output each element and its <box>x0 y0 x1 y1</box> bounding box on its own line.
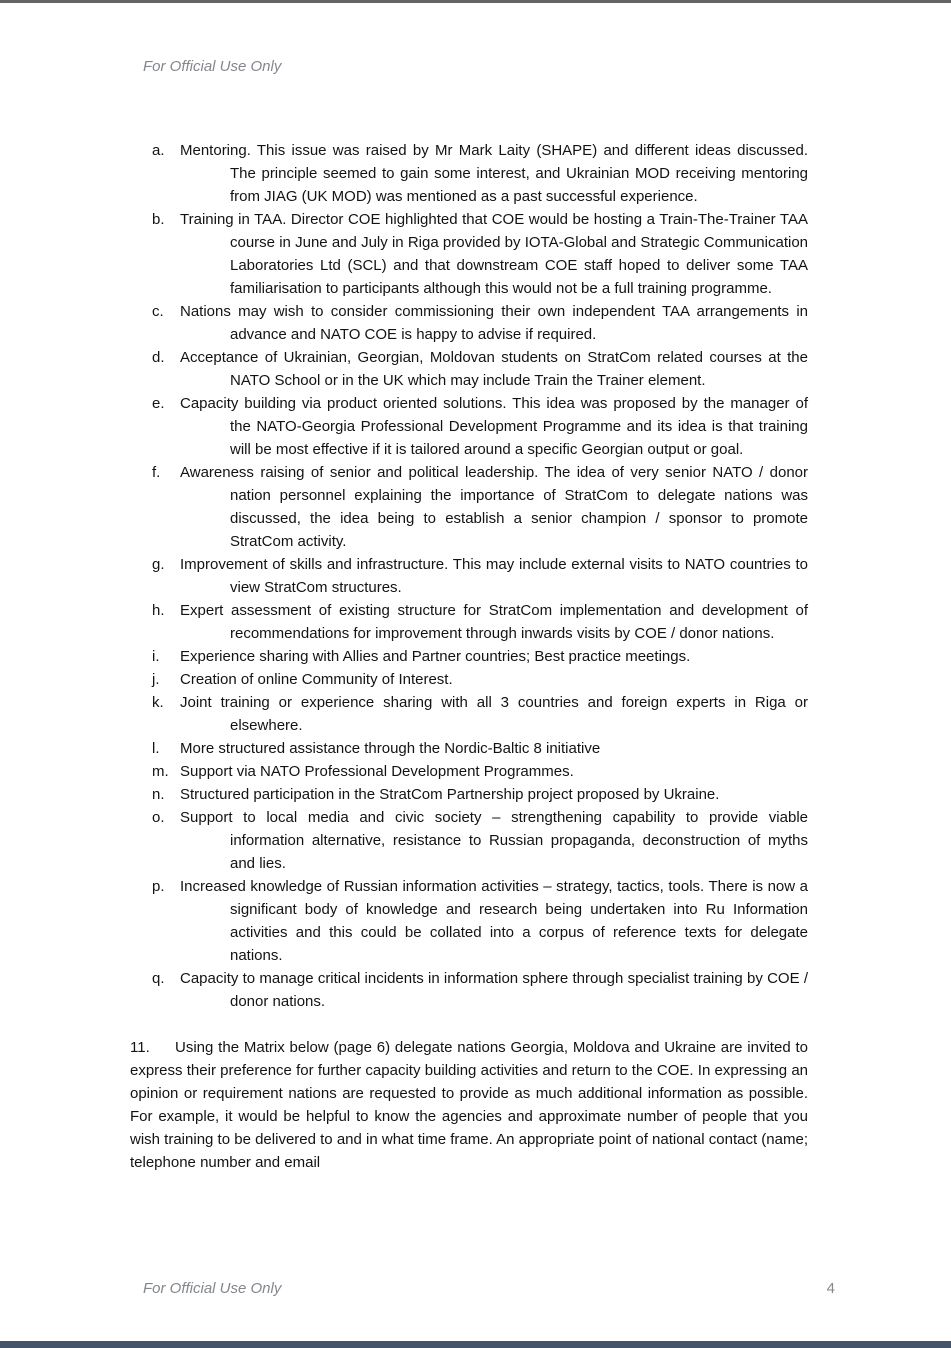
paragraph-number: 11. <box>130 1039 150 1056</box>
document-body <box>130 139 808 1174</box>
list-item <box>130 461 808 553</box>
list-item <box>130 967 808 1013</box>
list-item-text: Experience sharing with Allies and Partner countries; Best practice meetings. <box>180 648 691 665</box>
list-item-marker: j. <box>152 671 160 688</box>
list-item <box>130 783 808 806</box>
list-item-marker: f. <box>152 464 161 481</box>
list-item <box>130 645 808 668</box>
list-item <box>130 760 808 783</box>
list-item-marker: a. <box>152 142 165 159</box>
list-item <box>130 875 808 967</box>
list-item-text: Capacity to manage critical incidents in information sphere through specialist training by COE / donor nations. <box>180 970 808 1010</box>
list-item-text: Training in TAA. Director COE highlighted that COE would be hosting a Train-The-Trainer TAA course in June and July in Riga provided by IOTA-Global and Strategic Communication Laboratories Ltd (SCL) and that downstream COE staff hoped to deliver some TAA familiarisation to participants although this would not be a full training programme. <box>180 211 808 297</box>
list-item-marker: c. <box>152 303 164 320</box>
top-border-bar <box>0 0 951 3</box>
page-number: 4 <box>826 1280 835 1297</box>
list-item <box>130 668 808 691</box>
list-item-text: Acceptance of Ukrainian, Georgian, Moldovan students on StratCom related courses at the NATO School or in the UK which may include Train the Trainer element. <box>180 349 808 389</box>
list-item-text: More structured assistance through the Nordic-Baltic 8 initiative <box>180 740 601 757</box>
list-item-marker: g. <box>152 556 165 573</box>
list-item-text: Structured participation in the StratCom Partnership project proposed by Ukraine. <box>180 786 720 803</box>
list-item-text: Increased knowledge of Russian information activities – strategy, tactics, tools. There is now a significant body of knowledge and research being undertaken into Ru Information activities and this could be collated into a corpus of reference texts for delegate nations. <box>180 878 808 964</box>
list-item-marker: l. <box>152 740 160 757</box>
list-item-text: Mentoring. This issue was raised by Mr Mark Laity (SHAPE) and different ideas discussed. The principle seemed to gain some interest, and Ukrainian MOD receiving mentoring from JIAG (UK MOD) was mentioned as a past successful experience. <box>180 142 808 205</box>
list-item-text: Support via NATO Professional Development Programmes. <box>180 763 574 780</box>
list-item-text: Creation of online Community of Interest. <box>180 671 453 688</box>
list-item-marker: n. <box>152 786 165 803</box>
list-item-marker: d. <box>152 349 165 366</box>
list-item <box>130 691 808 737</box>
list-item-text: Expert assessment of existing structure for StratCom implementation and development of recommendations for improvement through inwards visits by COE / donor nations. <box>180 602 808 642</box>
list-item <box>130 208 808 300</box>
list-item-marker: k. <box>152 694 164 711</box>
list-item <box>130 346 808 392</box>
list-item <box>130 300 808 346</box>
list-item-text: Nations may wish to consider commissioning their own independent TAA arrangements in advance and NATO COE is happy to advise if required. <box>180 303 808 343</box>
bottom-border-bar <box>0 1341 951 1348</box>
list-item-text: Joint training or experience sharing with all 3 countries and foreign experts in Riga or elsewhere. <box>180 694 808 734</box>
list-item-text: Capacity building via product oriented solutions. This idea was proposed by the manager of the NATO-Georgia Professional Development Programme and its idea is that training will be most effective if it is tailored around a specific Georgian output or goal. <box>180 395 808 458</box>
list-item-text: Improvement of skills and infrastructure. This may include external visits to NATO countries to view StratCom structures. <box>180 556 808 596</box>
page-footer <box>143 1280 835 1297</box>
list-item-marker: p. <box>152 878 165 895</box>
list-item <box>130 806 808 875</box>
header-classification: For Official Use Only <box>143 58 282 75</box>
list-item-marker: b. <box>152 211 165 228</box>
list-item-marker: q. <box>152 970 165 987</box>
footer-classification: For Official Use Only <box>143 1280 282 1297</box>
list-item <box>130 392 808 461</box>
list-item-text: Support to local media and civic society – strengthening capability to provide viable information alternative, resistance to Russian propaganda, deconstruction of myths and lies. <box>180 809 808 872</box>
list-item-marker: e. <box>152 395 165 412</box>
list-item-text: Awareness raising of senior and political leadership. The idea of very senior NATO / donor nation personnel explaining the importance of StratCom to delegate nations was discussed, the idea being to establish a senior champion / sponsor to promote StratCom activity. <box>180 464 808 550</box>
list-item-marker: h. <box>152 602 165 619</box>
page-header <box>143 58 281 75</box>
list-item-marker: m. <box>152 763 169 780</box>
list-item <box>130 599 808 645</box>
list-item-marker: i. <box>152 648 160 665</box>
list-item-marker: o. <box>152 809 165 826</box>
numbered-paragraph <box>130 1036 808 1174</box>
list-item <box>130 737 808 760</box>
list-item <box>130 553 808 599</box>
list-item <box>130 139 808 208</box>
paragraph-text: Using the Matrix below (page 6) delegate nations Georgia, Moldova and Ukraine are invited to express their preference for further capacity building activities and return to the COE. In expressing an opinion or requirement nations are requested to provide as much additional information as possible. For example, it would be helpful to know the agencies and approximate number of people that you wish training to be delivered to and in what time frame. An appropriate point of national contact (name; telephone number and email <box>130 1039 808 1171</box>
